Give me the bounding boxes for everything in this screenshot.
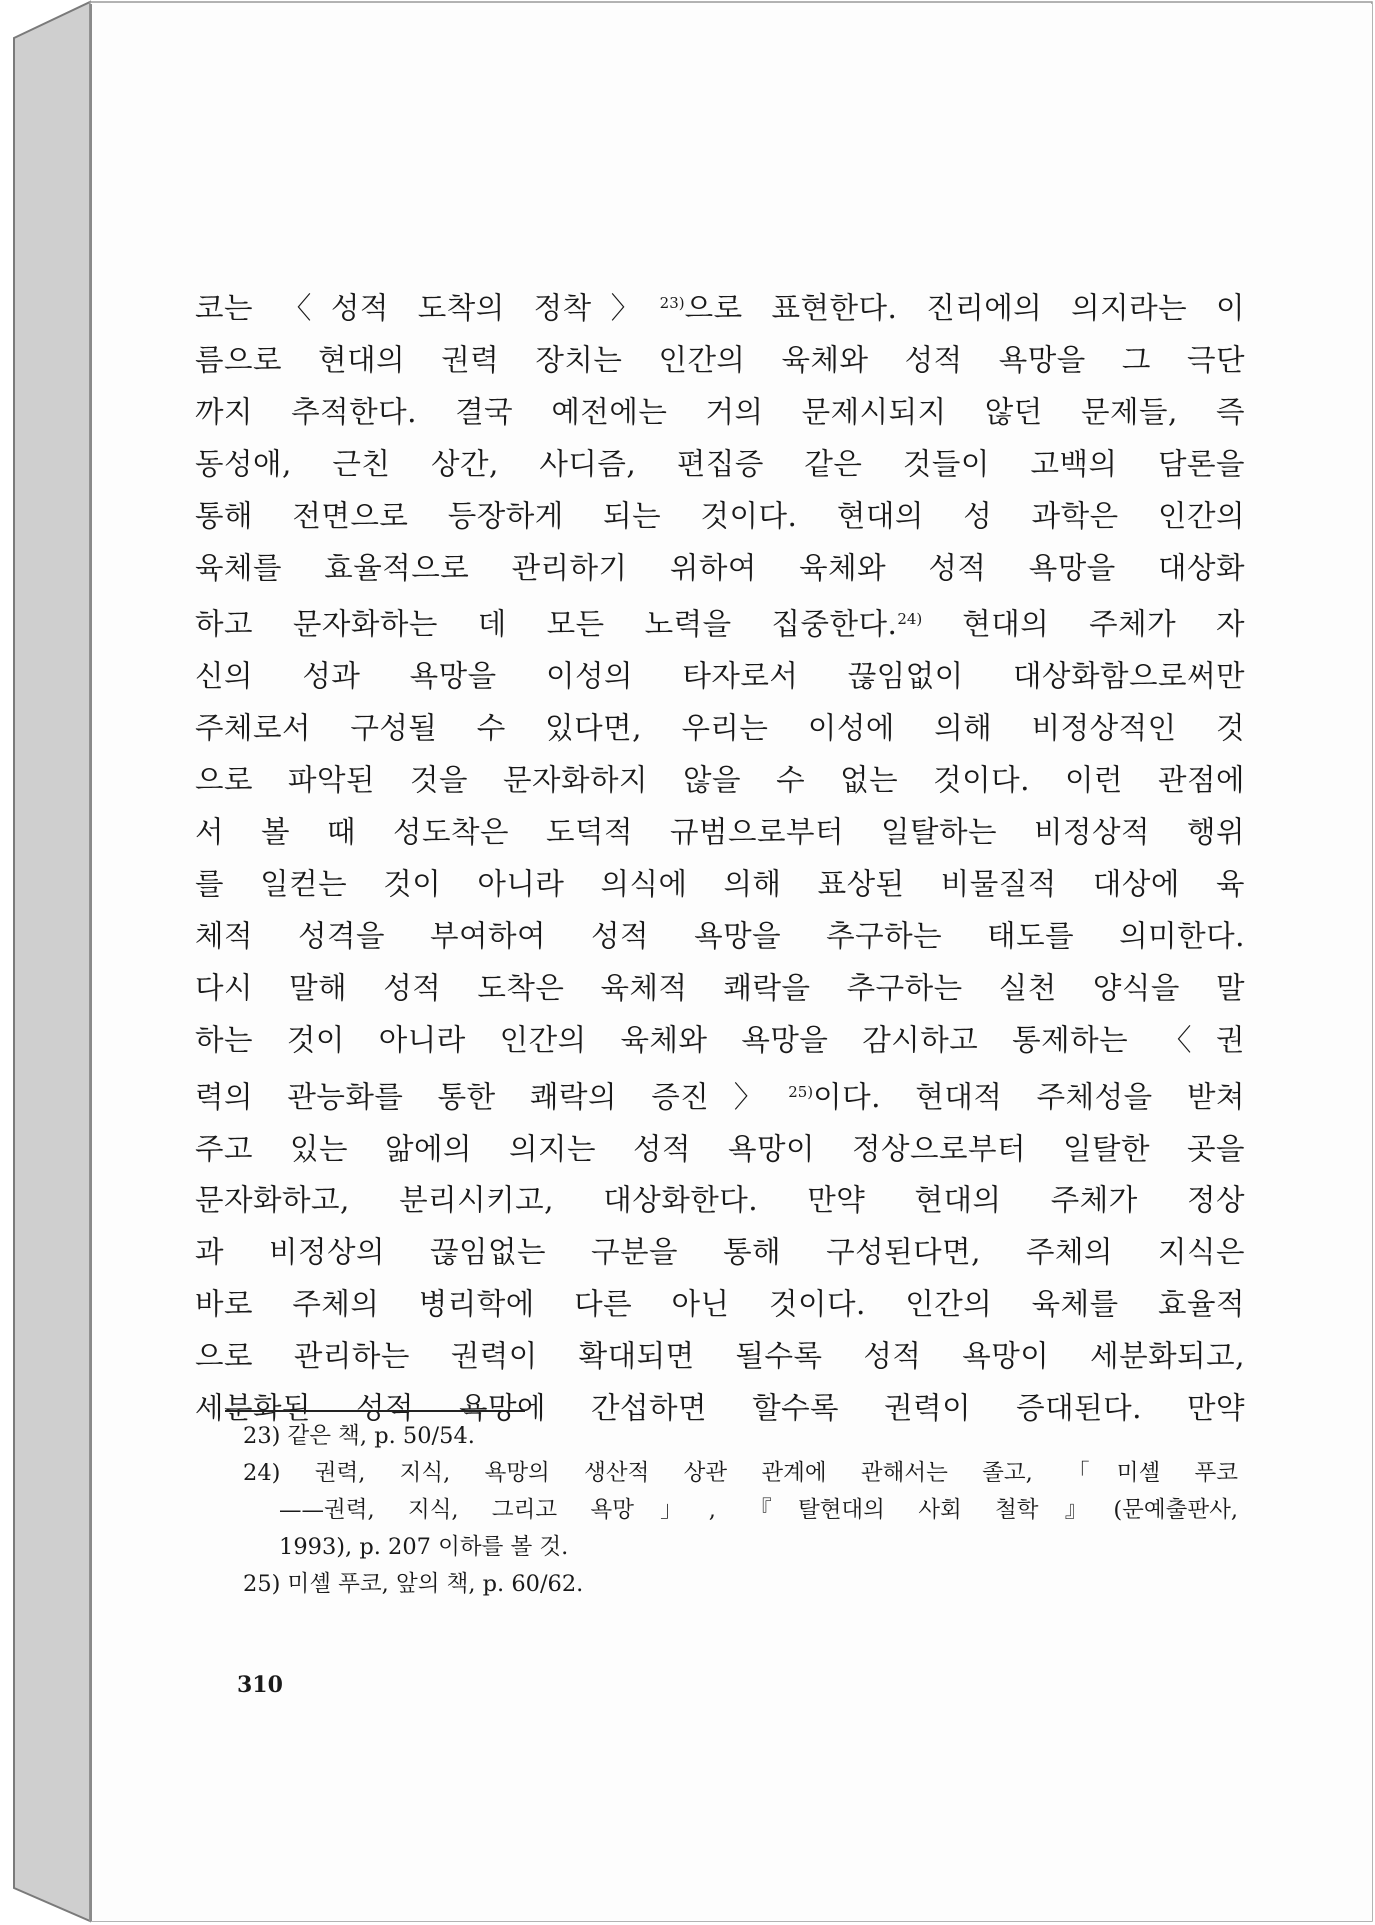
body-line: [195, 755, 1245, 807]
body-text-run: 주고 있는 앎에의 의지는 성적 욕망이 정상으로부터 일탈한 곳을: [195, 1131, 1245, 1166]
footnote-ref: 23): [659, 294, 685, 312]
body-text-run: 력의 관능화를 통한 쾌락의 증진〉: [195, 1079, 789, 1114]
body-text-run: 현대의 주체가 자: [922, 607, 1245, 642]
body-line: [195, 278, 1245, 335]
footnote: [243, 1566, 1238, 1603]
body-text-run: 으로 관리하는 권력이 확대되면 될수록 성적 욕망이 세분화되고,: [195, 1339, 1245, 1374]
body-line: [195, 387, 1245, 439]
body-line: [195, 703, 1245, 755]
body-line: [195, 1067, 1245, 1124]
body-text-run: 름으로 현대의 권력 장치는 인간의 육체와 성적 욕망을 그 극단: [195, 342, 1245, 377]
body-text-run: 바로 주체의 병리학에 다른 아닌 것이다. 인간의 육체를 효율적: [195, 1287, 1245, 1322]
body-text-run: 하고 문자화하는 데 모든 노력을 집중한다.: [195, 607, 898, 642]
body-line: [195, 491, 1245, 543]
body-line: [195, 807, 1245, 859]
footnote-text: 25) 미셸 푸코, 앞의 책, p. 60/62.: [243, 1571, 584, 1597]
body-text-run: 체적 성격을 부여하여 성적 욕망을 추구하는 태도를 의미한다.: [195, 918, 1245, 953]
body-text-run: 주체로서 구성될 수 있다면, 우리는 이성에 의해 비정상적인 것: [195, 711, 1245, 746]
footnote-rule: [225, 1410, 525, 1412]
body-line: [195, 963, 1245, 1015]
footnote-text: 23) 같은 책, p. 50/54.: [243, 1423, 475, 1449]
body-text-run: 통해 전면으로 등장하게 되는 것이다. 현대의 성 과학은 인간의: [195, 498, 1245, 533]
body-line: [195, 594, 1245, 651]
body-text-run: 코는 〈성적 도착의 정착〉: [195, 291, 660, 325]
body-text-run: 를 일컫는 것이 아니라 의식에 의해 표상된 비물질적 대상에 육: [195, 866, 1245, 901]
body-text-run: 하는 것이 아니라 인간의 육체와 욕망을 감시하고 통제하는 〈권: [195, 1022, 1245, 1057]
body-text-run: 신의 성과 욕망을 이성의 타자로서 끊임없이 대상화함으로써만: [195, 659, 1245, 694]
body-line: [195, 859, 1245, 911]
page-number: 310: [237, 1672, 283, 1698]
body-text: [195, 278, 1245, 1435]
body-text-run: 까지 추적한다. 결국 예전에는 거의 문제시되지 않던 문제들, 즉: [195, 394, 1245, 429]
body-line: [195, 335, 1245, 387]
footnote-continuation: ——권력, 지식, 그리고 욕망」, 『탈현대의 사회 철학』(문예출판사,: [279, 1497, 1238, 1523]
footnote-ref: 25): [788, 1082, 814, 1101]
footnote-text: 24) 권력, 지식, 욕망의 생산적 상관 관계에 관해서는 졸고, 「미셸 푸코: [243, 1460, 1238, 1486]
body-line: [195, 1331, 1245, 1383]
footnote-continuation: 1993), p. 207 이하를 볼 것.: [279, 1534, 569, 1560]
body-text-run: 으로 파악된 것을 문자화하지 않을 수 없는 것이다. 이런 관점에: [195, 763, 1245, 798]
body-text-run: 서 볼 때 성도착은 도덕적 규범으로부터 일탈하는 비정상적 행위: [195, 815, 1245, 850]
body-line: [195, 1227, 1245, 1279]
body-text-run: 동성애, 근친 상간, 사디즘, 편집증 같은 것들이 고백의 담론을: [195, 446, 1245, 481]
footnote: [243, 1418, 1238, 1455]
body-line: [195, 651, 1245, 703]
body-text-run: 과 비정상의 끊임없는 구분을 통해 구성된다면, 주체의 지식은: [195, 1235, 1245, 1270]
footnote: [243, 1455, 1238, 1566]
body-line: [195, 911, 1245, 963]
body-text-run: 문자화하고, 분리시키고, 대상화한다. 만약 현대의 주체가 정상: [195, 1183, 1245, 1218]
footnote-ref: 24): [897, 610, 923, 629]
body-text-run: 이다. 현대적 주체성을 받쳐: [813, 1079, 1245, 1114]
body-line: [195, 439, 1245, 491]
body-line: [195, 1175, 1245, 1227]
body-text-run: 세분화된 성적 욕망에 간섭하면 할수록 권력이 증대된다. 만약: [195, 1391, 1245, 1426]
body-line: [195, 1279, 1245, 1331]
body-text-run: 으로 표현한다. 진리에의 의지라는 이: [684, 291, 1246, 325]
body-line: [195, 543, 1245, 595]
body-line: [195, 1015, 1245, 1067]
body-line: [195, 1124, 1245, 1176]
body-text-run: 다시 말해 성적 도착은 육체적 쾌락을 추구하는 실천 양식을 말: [195, 970, 1245, 1005]
body-text-run: 육체를 효율적으로 관리하기 위하여 육체와 성적 욕망을 대상화: [195, 550, 1245, 585]
footnotes: [243, 1418, 1238, 1603]
